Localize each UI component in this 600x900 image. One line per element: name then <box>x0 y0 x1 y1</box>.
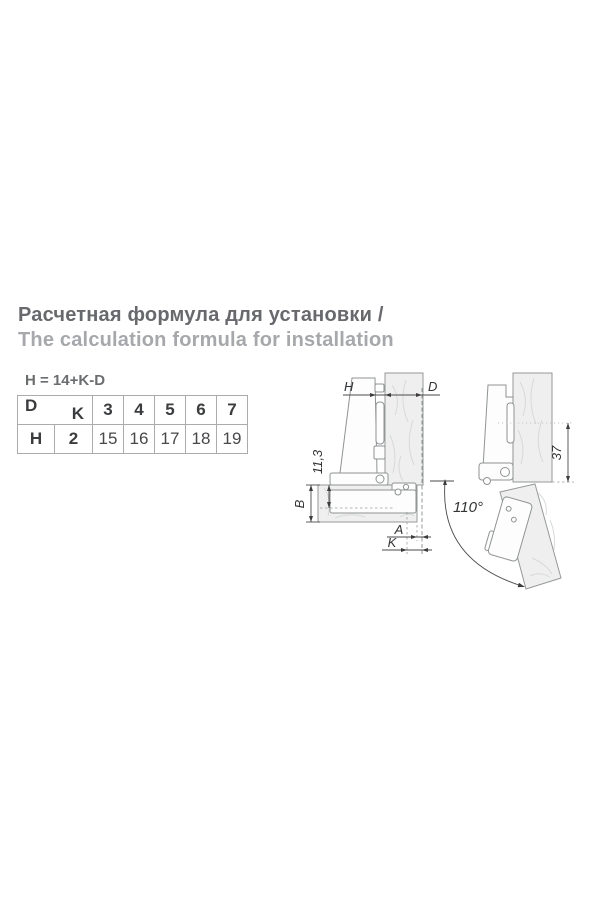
arrowhead <box>422 548 428 552</box>
table-cell: 17 <box>155 425 186 454</box>
hinge-pivot <box>484 478 491 485</box>
table-cell: 19 <box>217 425 248 454</box>
arrowhead <box>566 476 570 482</box>
screw-hole <box>395 489 401 495</box>
col-header: 7 <box>217 396 248 425</box>
row-header-h: H <box>18 425 55 454</box>
table-cell: 16 <box>124 425 155 454</box>
title-russian: Расчетная формула для установки / <box>18 304 384 326</box>
hinge-tab <box>374 446 385 459</box>
hinge-cup <box>376 402 384 444</box>
table-cell: 18 <box>186 425 217 454</box>
hinge-pivot <box>376 475 384 483</box>
corner-label-k: K <box>71 404 84 423</box>
dim-label-depth: 37 <box>549 445 564 461</box>
dim-label-offset: 11,3 <box>310 449 325 475</box>
col-header: 5 <box>155 396 186 425</box>
mounting-plate <box>330 490 416 513</box>
dim-label-d: D <box>428 379 438 394</box>
arrowhead <box>566 423 570 429</box>
dim-label-a: A <box>394 522 404 537</box>
formula-text: H = 14+K-D <box>25 372 106 389</box>
dim-label-h: H <box>344 379 354 394</box>
arrowhead <box>411 535 417 539</box>
row-k-value: 2 <box>55 425 93 454</box>
table-corner-cell <box>18 396 93 425</box>
table-cell: 15 <box>93 425 124 454</box>
col-header: 6 <box>186 396 217 425</box>
col-header: 3 <box>93 396 124 425</box>
arrowhead <box>422 535 428 539</box>
corner-label-d: D <box>25 396 38 415</box>
angle-label: 110° <box>453 499 483 516</box>
hinge-drawings <box>280 360 600 605</box>
table-header-row <box>18 396 248 425</box>
arrowhead <box>443 479 447 485</box>
hinge-pivot <box>501 468 510 477</box>
page-title <box>18 303 394 353</box>
calculation-table <box>17 395 248 454</box>
dim-label-k: K <box>387 535 397 550</box>
col-header: 4 <box>124 396 155 425</box>
table-value-row <box>18 425 248 454</box>
hinge-tab <box>375 384 384 392</box>
dim-label-b: B <box>292 499 307 509</box>
closed-hinge-diagram <box>292 373 440 554</box>
door-panel-open-view <box>513 373 552 482</box>
screw-hole <box>403 484 408 489</box>
arrowhead <box>309 516 313 522</box>
open-hinge-diagram <box>430 373 574 589</box>
arrowhead <box>401 548 407 552</box>
title-english: The calculation formula for installation <box>18 329 394 351</box>
arrowhead <box>309 485 313 491</box>
